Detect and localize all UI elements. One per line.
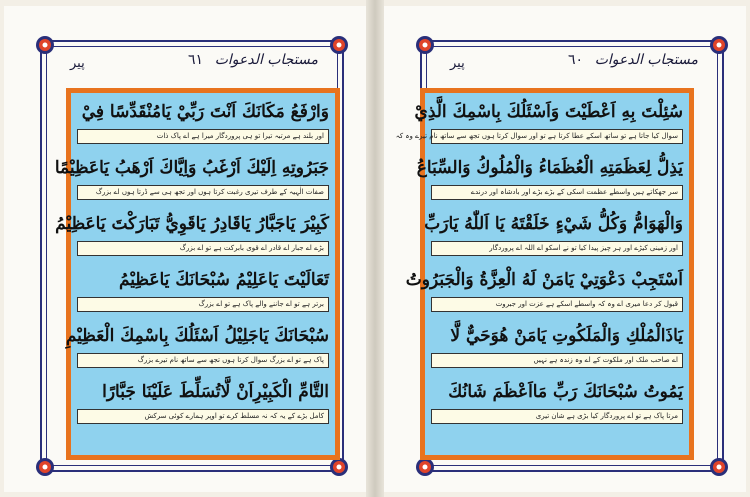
corner-ornament-icon xyxy=(414,34,436,56)
translation-line: اور بلند ہے مرتبہ تیرا تو ہی پروردگار میرا ہے اے پاک ذات xyxy=(77,129,329,144)
translation-line: سر جھکاتے ہیں واسطے عظمت اسکی کے بڑے بڑے اور بادشاہ اور درندے xyxy=(431,185,683,200)
translation-line: مرتا پاک ہے تو اے پروردگار کیا بڑی ہے شان تیری xyxy=(431,409,683,424)
translation-line: سوال کیا جاتا ہے تو ساتھ اسکے عطا کرتا ہے تو اور سوال کرتا ہوں تجھ سے ساتھ نام تیرے وہ کہ xyxy=(431,129,683,144)
right-page xyxy=(384,6,746,492)
page-header xyxy=(440,52,706,78)
translation-line: پاک ہے تو اے بزرگ سوال کرتا ہوں تجھ سے ساتھ نام تیرے بزرگ xyxy=(77,353,329,368)
corner-ornament-icon xyxy=(708,34,730,56)
corner-ornament-icon xyxy=(328,34,350,56)
page-day: پیر xyxy=(450,56,465,71)
arabic-line: اَسْتَجِبْ دَعْوَتِيْ يَامَنْ لَهُ الْعِزَّةُ وَالْجَبَرُوتُ xyxy=(405,270,683,290)
translation-line: قبول کر دعا میری اے وہ کہ واسطے اسکے ہے عزت اور جبروت xyxy=(431,297,683,312)
page-title: مستجاب الدعوات xyxy=(214,52,318,68)
book-gutter xyxy=(366,0,384,497)
translation-line: بڑے اے جبار اے قادر اے قوی بابرکت ہے تو اے بزرگ xyxy=(77,241,329,256)
corner-ornament-icon xyxy=(34,34,56,56)
translation-line: اے صاحب ملک اور ملکوت کے اے وہ زندہ ہے نہیں xyxy=(431,353,683,368)
page-title: مستجاب الدعوات xyxy=(594,52,698,68)
arabic-line: تَعَالَيْتَ يَاعَلِيْمُ سُبْحَانَكَ يَاعَظِيْمُ xyxy=(118,270,329,290)
arabic-line: يَمُوتُ سُبْحَانَكَ رَبِّ مَااَعْظَمَ شَانُكَ xyxy=(448,382,683,402)
arabic-line: يَذِلُّ لِعَظَمَتِهِ الْعُظَمَاءُ وَالْمُلُوكُ وَالسِّبَاعُ xyxy=(416,158,683,178)
text-panel xyxy=(54,88,340,460)
page-header xyxy=(60,52,326,78)
page-number: ٦١ xyxy=(188,52,204,68)
arabic-line: التَّامِّ الْكَبِيْرِاَنْ لَّاتُسَلِّطَ عَلَيْنَا جَبَّارًا xyxy=(102,382,329,402)
arabic-line: وَارْفَعُ مَكَانَكَ اَنْتَ رَبِّيْ يَامُنْقَدِّسًا فِيْ xyxy=(81,102,329,122)
left-page xyxy=(4,6,366,492)
arabic-line: جَبَرُوتِهِ اِلَيْكَ اَرْغَبُ وَاِيَّاكَ اَرْهَبُ يَاعَظِيْمًا xyxy=(54,158,329,178)
corner-ornament-icon xyxy=(708,456,730,478)
arabic-line: كَبِيْرَ يَاجَبَّارُ يَاقَادِرُ يَاقَوِيُّ تَبَارَكْتَ يَاعَظِيْمُ xyxy=(55,214,329,234)
translation-line: برتر ہے تو اے جاننے والے پاک ہے تو اے بزرگ xyxy=(77,297,329,312)
translation-line: صفات الٰہیہ کے طرف تیری رغبت کرتا ہوں اور تجھ ہی سے ڈرتا ہوں اے بزرگ xyxy=(77,185,329,200)
corner-ornament-icon xyxy=(34,456,56,478)
translation-line: اور زمینی کیڑے اور ہر چیز پیدا کیا تو نے اسکو اے اللہ اے پروردگار xyxy=(431,241,683,256)
arabic-line: يَاذَالْمُلْكِ وَالْمَلَكُوتِ يَامَنْ هُوَحَيٌّ لَّا xyxy=(450,326,683,346)
arabic-line: سُئِلْتَ بِهِ اَعْطَيْتَ وَاَسْئَلُكَ بِاسْمِكَ الَّذِيْ xyxy=(414,102,683,122)
page-day: پیر xyxy=(70,56,85,71)
page-number: ٦٠ xyxy=(568,52,584,68)
arabic-line: سُبْحَانَكَ يَاجَلِيْلُ اَسْئَلُكَ بِاسْمِكَ الْعَظِيْمِ xyxy=(65,326,329,346)
arabic-line: وَالْهَوَامُّ وَكُلُّ شَيْءٍ خَلَقْتَهُ يَا اَللّٰهُ يَارَبِّ xyxy=(424,214,683,234)
text-panel xyxy=(395,88,694,460)
translation-line: کامل بڑے کے یہ کہ نہ مسلط کرے تو اوپر ہمارے کوئی سرکش xyxy=(77,409,329,424)
